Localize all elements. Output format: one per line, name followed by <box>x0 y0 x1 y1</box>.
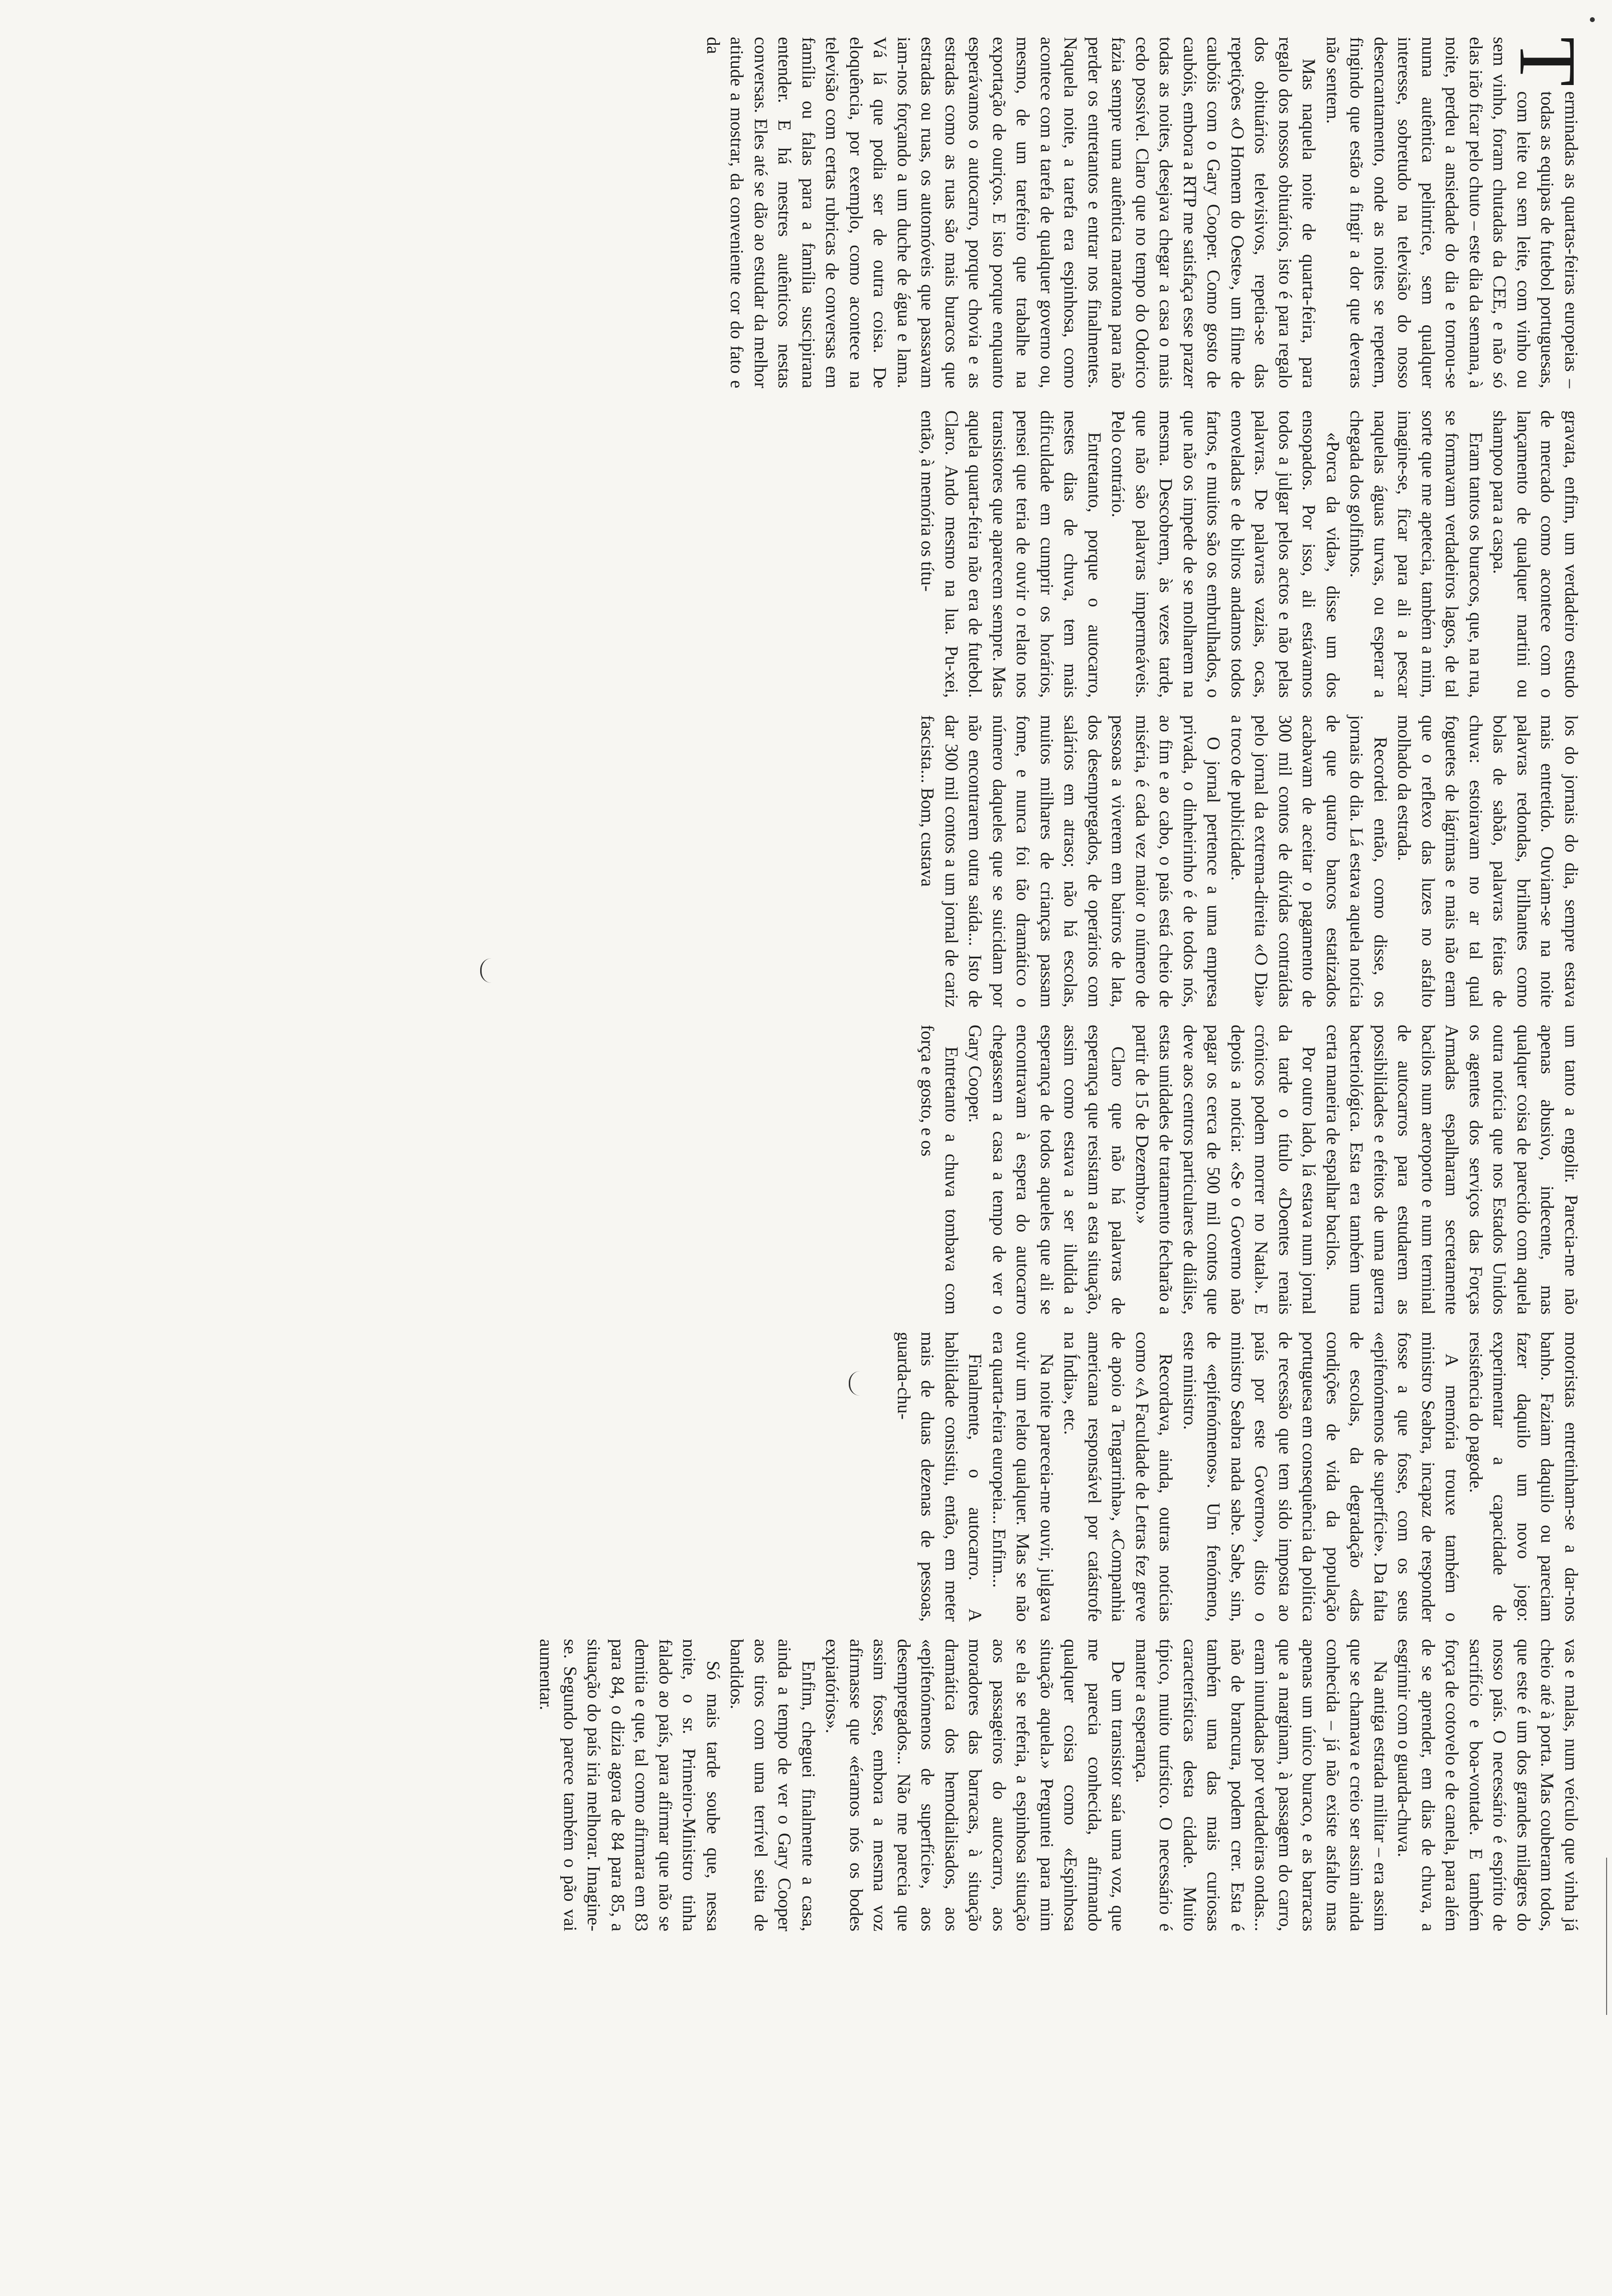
paragraph: Entretanto, porque o autocarro, nestes dias de chuva, tem mais dificuldade em cumprir os horários, pensei que teria de ouvir o relato nos transistores que aparecem sempre. Mas aquela quarta-feira não era de futebol. Claro. Ando mesmo na lua. Pu-xei, então, à memória os títu- <box>917 410 1104 698</box>
column-1 <box>29 37 1593 388</box>
paragraph: Na noite pareceia-me ouvir, julgava ouvir um relato qualquer. Mas se não era quarta-feira europeia... Enfim... <box>989 1332 1057 1622</box>
paragraph: Entretanto a chuva tombava com força e gosto, e os <box>917 1025 961 1315</box>
paragraph: Por outro lado, lá estava num jornal da tarde o título «Doentes renais crónicos podem morrer no Natal». E depois a notícia: «Se o Governo não pagar os cerca de 500 mil contos que deve aos centros particulares de diálise, estas unidades de tratamento fecharão a partir de 15 de Dezembro.» <box>1132 1025 1319 1315</box>
speck-mark <box>1590 17 1595 22</box>
paragraph: motoristas entretinham-se a dar-nos banho. Faziam daquilo ou pareciam fazer daquilo um novo jogo: experimentar a capacidade de resistência do pagode. <box>1466 1332 1581 1622</box>
column-2 <box>29 410 1583 698</box>
paragraph: De um transistor saía uma voz, que me parecia conhecida, afirmando qualquer coisa como «Espinhosa situação aquela.» Perguntei para mim se ela se referia, a espinhosa situação aos passageiros do autocarro, aos moradores das barracas, à situação dramática dos hemodialisados, aos «epifenómenos de superfície», aos desempregados... Não me parecia que assim fosse, embora a mesma voz afirmasse que «éramos nós os bodes expiatórios». <box>822 1639 1128 1931</box>
paragraph: Claro que não há palavras de esperança que resistam a esta situação, assim como estava a ser iludida a esperança de todos aqueles que ali se encontravam à espera do autocarro chegassem a casa a tempo de ver o Gary Cooper. <box>965 1025 1128 1315</box>
paragraph: A memória trouxe também o ministro Seabra, incapaz de responder fosse a que fosse, com os seus «epifenómenos de superfície». Da falta de escolas, da degradação «das condições de vida da população portuguesa em consequência da política de recessão que tem sido imposta ao país por este Governo», disto o ministro Seabra nada sabe. Sabe, sim, de «epifenómenos». Um fenómeno, este ministro. <box>1180 1332 1462 1622</box>
paragraph: Eram tantos os buracos, que, na rua, se formavam verdadeiros lagos, de tal sorte que me apetecia, também a mim, imagine-se, ficar para ali a pescar naquelas águas turvas, ou esperar a chegada dos golfinhos. <box>1346 410 1486 698</box>
drop-cap: T <box>1503 37 1593 86</box>
paragraph: Mas naquela noite de quarta-feira, para regalo dos nossos obituários, isto é para regalo dos obituários televisivos, repetia-se das repetições «O Homem do Oeste», um filme de caubóis com o Gary Cooper. Como gosto de caubóis, embora a RTP me satisfaça esse prazer todas as noites, desejava chegar a casa o mais cedo possível. Claro que no tempo do Odorico fazia sempre uma autêntica maratona para não perder os entretantos e entrar nos finalmentes. Naquela noite, a tarefa era espinhosa, como acontece com a tarefa de qualquer governo ou, mesmo, de um tarefeiro que trabalhe na exportação de ouriços. E isto porque enquanto esperávamos o autocarro, porque chovia e as estradas como as ruas são mais buracos que estradas ou ruas, os automóveis que passavam iam-nos forçando a um duche de água e lama. Vá lá que podia ser de outra coisa. De eloquência, por exemplo, como acontece na televisão com certas rubricas de conversas em família ou falas para a família suscipirana entender. E há mestres autênticos nestas conversas. Eles até se dão ao estudar da melhor atitude a mostrar, da conveniente cor do fato e da <box>703 37 1319 388</box>
paragraph: Recordava, ainda, outras notícias como «A Faculdade de Letras fez greve de apoio a Tengarrinha», «Companhia americana responsável por catástrofe na Índia», etc. <box>1060 1332 1176 1622</box>
paragraph: erminadas as quartas-feiras europeias – todas as equipas de futebol portuguesas, com leite ou sem leite, com vinho ou sem vinho, foram chutadas da CEE, e não só elas irão ficar pelo chuto – este dia da semana, à noite, perdeu a ansiedade do dia e tornou-se numa autêntica pelintrice, sem qualquer interesse, sobretudo na televisão do nosso desencantamento, onde as noites se repetem, fingindo que estão a fingir a dor que deveras não sentem. <box>1323 37 1581 388</box>
paragraph: Finalmente, o autocarro. A habilidade consistiu, então, em meter mais de duas dezenas de pessoas, guarda-chu- <box>893 1332 985 1622</box>
paragraph: los do jornais do dia, sempre estava mais entretido. Ouviam-se na noite palavras redondas, brilhantes como bolas de sabão, palavras feitas de chuva: estoiravam no ar tal qual foguetes de lágrimas e mais não eram que o reflexo das luzes no asfalto molhado da estrada. <box>1394 715 1581 1007</box>
paragraph: um tanto a engolir. Parecia-me não apenas abusivo, indecente, mas qualquer coisa de parecido com aquela outra notícia que nos Estados Unidos os agentes dos serviços das Forças Armadas espalharam secretamente bacilos num aeroporto e num terminal de autocarros para estudarem as possibilidades e efeitos de uma guerra bacteriológica. Esta era também uma certa maneira de espalhar bacilos. <box>1323 1025 1581 1315</box>
paragraph: vas e malas, num veículo que vinha já cheio até à porta. Mas couberam todos, que este é um dos grandes milagres do nosso país. O necessário é espírito de sacrifício e boa-vontade. E também força de cotovelo e de canela, para além de se aprender, em dias de chuva, a esgrimir com o guarda-chuva. <box>1394 1639 1581 1931</box>
paragraph: O jornal pertence a uma empresa privada, o dinheirinho é de todos nós, ao fim e ao cabo, o país está cheio de miséria, é cada vez maior o número de pessoas a viverem em bairros de lata, dos desempregados, de operários com salários em atraso; não há escolas, muitos milhares de crianças passam fome, e nunca foi tão dramático o número daqueles que se suicidam por não encontrarem outra saída... Isto de dar 300 mil contos a um jornal de cariz fascista... Bom, custava <box>917 715 1224 1007</box>
column-6 <box>29 1639 1583 1931</box>
paragraph: Na antiga estrada militar – era assim que se chamava e creio ser assim ainda conhecida – já não existe asfalto mas apenas um único buraco, e as barracas que a marginam, à passagem do carro, eram inundadas por verdadeiras ondas... não de brancura, podem crer. Esta é também uma das mais curiosas características desta cidade. Muito típico, muito turístico. O necessário é manter a esperança. <box>1132 1639 1390 1931</box>
column-5 <box>29 1332 1583 1622</box>
column-3 <box>29 715 1583 1007</box>
column-4 <box>29 1025 1583 1315</box>
paragraph: Recordei então, como disse, os jornais do dia. Lá estava aquela notícia de que quatro bancos estatizados acabavam de aceitar o pagamento de 300 mil contos de dívidas contraídas pelo jornal da extrema-direita «O Dia» a troco de publicidade. <box>1227 715 1390 1007</box>
paragraph: Só mais tarde soube que, nessa noite, o sr. Primeiro-Ministro tinha falado ao país, para afirmar que não se demitia e que, tal como afirmara em 83 para 84, o dizia agora de 84 para 85, a situação do país iria melhorar. Imagine-se. Segundo parece também o pão vai aumentar. <box>536 1639 723 1931</box>
paragraph: Enfim, cheguei finalmente a casa, ainda a tempo de ver o Gary Cooper aos tiros com uma terrível seita de bandidos. <box>726 1639 818 1931</box>
top-rule <box>1606 1858 1607 2015</box>
paragraph: «Porca da vida», disse um dos ensopados. Por isso, ali estávamos todos a julgar pelos actos e não pelas palavras. De palavras vazias, ocas, enoveladas e de bilros andamos todos fartos, e muitos são os embrulhados, o que não os impede de se molharem na mesma. Descobrem, às vezes tarde, que não são palavras impermeáveis. Pelo contrário. <box>1108 410 1343 698</box>
paragraph: gravata, enfim, um verdadeiro estudo de mercado como acontece com o lançamento de qualquer martini ou shampoo para a caspa. <box>1489 410 1581 698</box>
